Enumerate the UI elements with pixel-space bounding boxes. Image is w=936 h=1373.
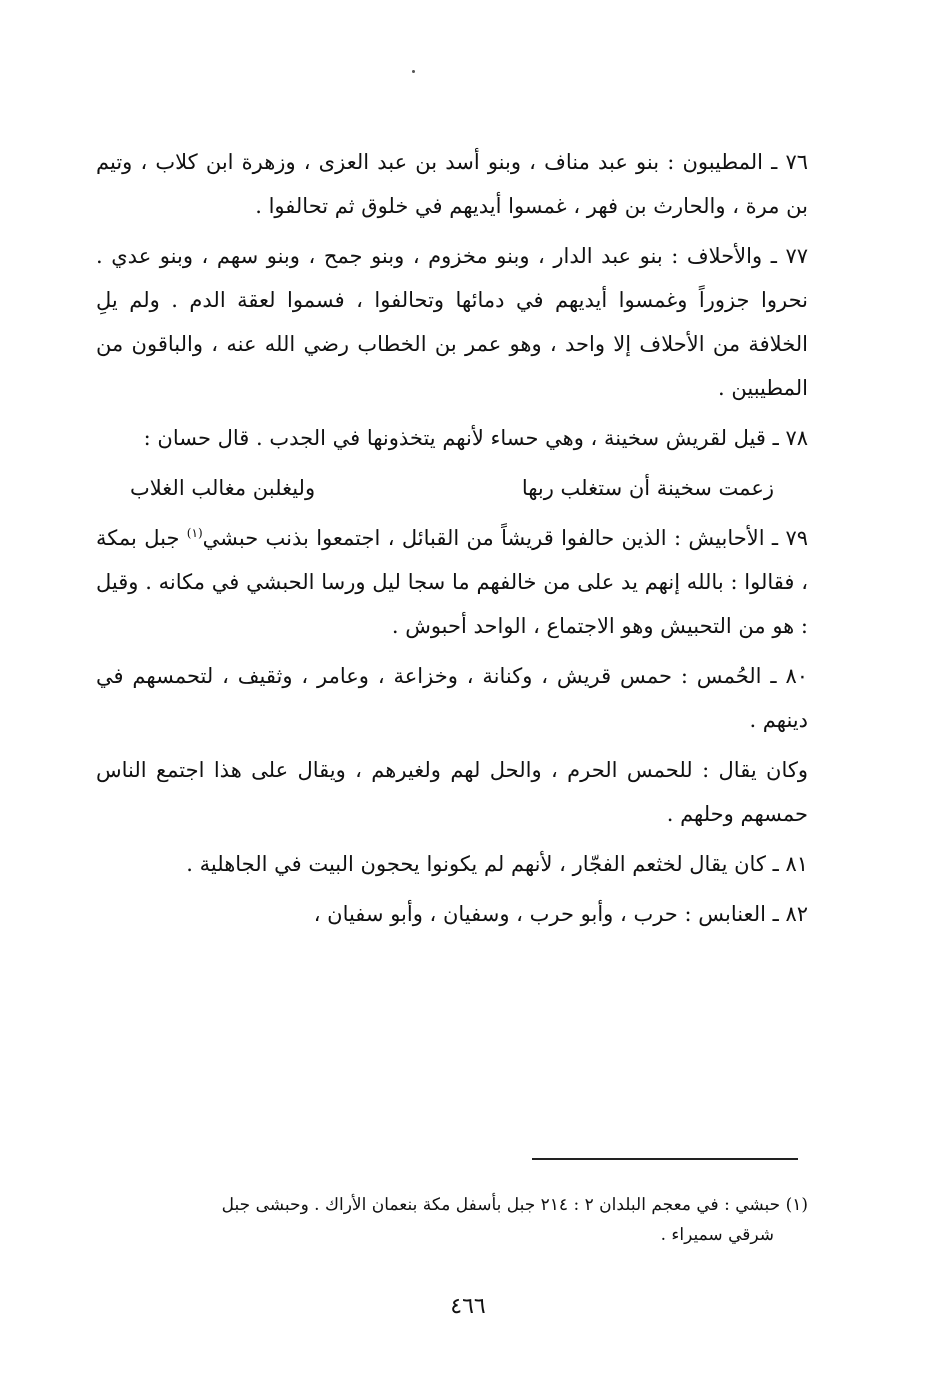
paragraph-76: ٧٦ ـ المطيبون : بنو عبد مناف ، وبنو أسد بن عبد العزى ، وزهرة ابن كلاب ، وتيم بن مرة ، والحارث بن فهر ، غمسوا أيديهم في خلوق ثم تحالفوا . bbox=[96, 150, 808, 218]
scan-speck bbox=[412, 70, 415, 73]
footnote-line-1: (١) حبشي : في معجم البلدان ٢ : ٢١٤ جبل بأسفل مكة بنعمان الأراك . وحبشى جبل bbox=[221, 1195, 808, 1215]
poem-verse bbox=[96, 466, 808, 510]
paragraph-82: ٨٢ ـ العنابس : حرب ، وأبو حرب ، وسفيان ، وأبو سفيان ، bbox=[313, 902, 808, 926]
footnote bbox=[96, 1190, 808, 1250]
paragraph-81: ٨١ ـ كان يقال لخثعم الفجّار ، لأنهم لم يكونوا يحجون البيت في الجاهلية . bbox=[186, 852, 808, 876]
paragraph-80-continued: وكان يقال : للحمس الحرم ، والحل لهم ولغيرهم ، ويقال على هذا اجتمع الناس حمسهم وحلهم . bbox=[96, 758, 808, 826]
page-number: ٤٦٦ bbox=[450, 1294, 486, 1319]
footnote-divider bbox=[532, 1158, 798, 1160]
footnote-reference[interactable]: (١) bbox=[186, 526, 203, 540]
paragraph-77: ٧٧ ـ والأحلاف : بنو عبد الدار ، وبنو مخزوم ، وبنو جمح ، وبنو سهم ، وبنو عدي . نحروا جزوراً وغمسوا أيديهم في دمائها وتحالفوا ، فسموا لعقة الدم . ولم يلِ الخلافة من الأحلاف إلا واحد ، وهو عمر بن الخطاب رضي الله عنه ، والباقون من المطيبين . bbox=[96, 244, 808, 400]
paragraph-79-part2: جبل بمكة ، فقالوا : بالله إنهم يد على من خالفهم ما سجا ليل ورسا الحبشي في مكانه . وقيل : هو من التحبيش وهو الاجتماع ، الواحد أحبوش . bbox=[96, 526, 808, 638]
paragraph-79 bbox=[96, 516, 808, 648]
page-body bbox=[96, 140, 808, 942]
paragraph-79-part1: ٧٩ ـ الأحابيش : الذين حالفوا قريشاً من القبائل ، اجتمعوا بذنب حبشي bbox=[202, 526, 808, 550]
paragraph-78: ٧٨ ـ قيل لقريش سخينة ، وهي حساء لأنهم يتخذونها في الجدب . قال حسان : bbox=[143, 426, 808, 450]
paragraph-80: ٨٠ ـ الحُمس : حمس قريش ، وكنانة ، وخزاعة ، وعامر ، وثقيف ، لتحمسهم في دينهم . bbox=[96, 664, 808, 732]
footnote-line-2: شرقي سميراء . bbox=[660, 1225, 774, 1245]
verse-first-hemistich: زعمت سخينة أن ستغلب ربها bbox=[521, 476, 774, 500]
verse-second-hemistich: وليغلبن مغالب الغلاب bbox=[130, 476, 316, 500]
